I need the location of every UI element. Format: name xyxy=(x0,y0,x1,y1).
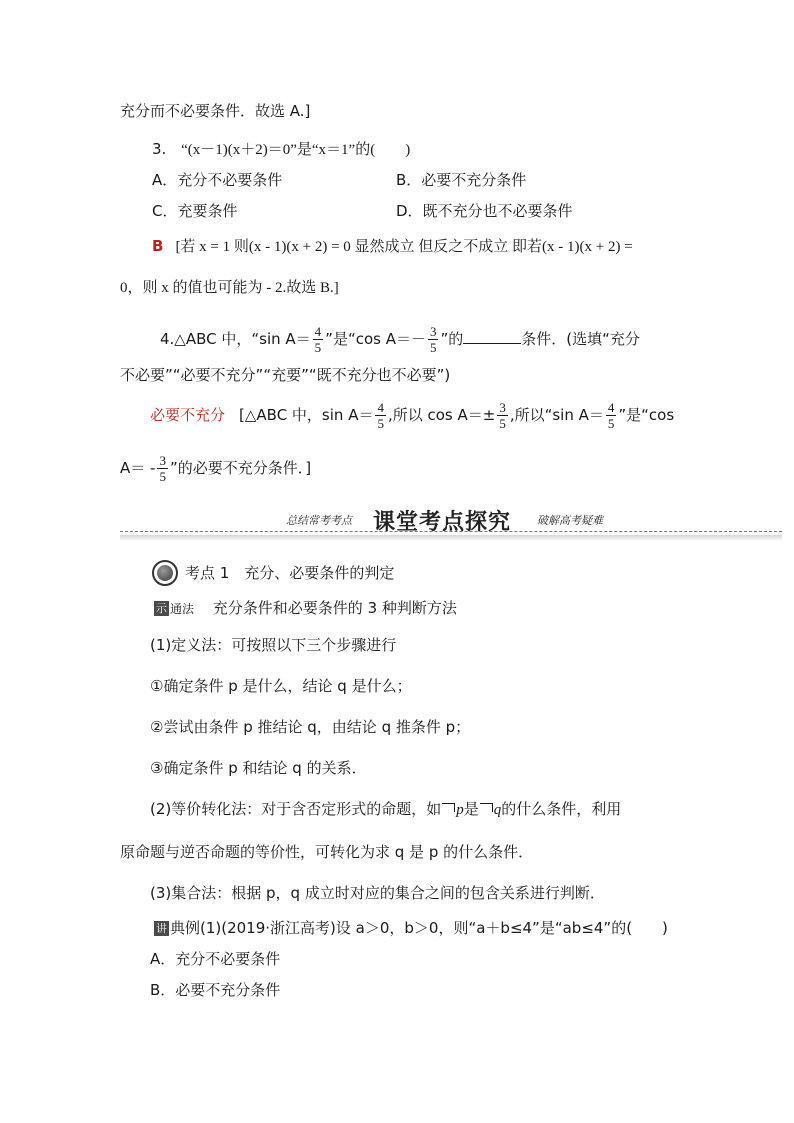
method-1-step-1: ①确定条件 p 是什么，结论 q 是什么； xyxy=(150,677,412,695)
frac-den: 5 xyxy=(499,416,506,431)
q4-prefix: 4.△ABC 中，“sin A＝ xyxy=(160,330,311,348)
banner-title: 课堂考点探究 xyxy=(373,510,512,535)
section-banner xyxy=(120,505,782,537)
fraction-4-5 xyxy=(313,324,324,355)
frac-den: 5 xyxy=(314,340,322,355)
frac-num: 3 xyxy=(499,400,506,415)
banner-left-text: 总结常考考点 xyxy=(286,514,352,527)
question-4-line-2: 不必要”“必要不充分”“充要”“既不充分也不必要”) xyxy=(120,366,451,384)
explanation-line-2: 0，则 x 的值也可能为 - 2.故选 B.] xyxy=(120,280,339,296)
option-b: B．必要不充分条件 xyxy=(396,171,527,189)
option-d: D．既不充分也不必要条件 xyxy=(396,202,573,220)
method-tag-icon: 示 xyxy=(156,602,167,615)
frac-den: 5 xyxy=(377,416,384,431)
frac-num: 4 xyxy=(377,400,384,415)
fraction-3-5 xyxy=(157,453,168,484)
method-1-step-2: ②尝试由条件 p 推结论 q，由结论 q 推条件 p； xyxy=(150,718,471,736)
question-4-explanation-2 xyxy=(120,450,311,486)
frac-num: 3 xyxy=(159,453,166,468)
question-3-explanation xyxy=(152,236,633,257)
q4-after-blank: 条件．(选填“充分 xyxy=(521,330,640,348)
question-4-explanation xyxy=(150,397,674,433)
method-title: 充分条件和必要条件的 3 种判断方法 xyxy=(212,599,457,617)
fraction-3-5 xyxy=(428,324,439,355)
exp-d: ”是“cos xyxy=(618,406,675,424)
method-3: (3)集合法：根据 p，q 成立时对应的集合之间的包含关系进行判断． xyxy=(150,884,605,902)
question-number: 3. xyxy=(152,140,167,158)
topic-bullet-icon xyxy=(152,560,178,586)
example-text: 典例(1)(2019·浙江高考)设 a＞0，b＞0，则“a＋b≤4”是“ab≤4”的( ) xyxy=(170,919,668,937)
answer-label: 必要不充分 xyxy=(150,406,226,424)
frac-den: 5 xyxy=(159,469,166,484)
not-symbol-icon xyxy=(480,803,493,812)
frac-num: 3 xyxy=(429,324,437,339)
answer-blank[interactable] xyxy=(463,329,521,344)
method-1-step-3: ③确定条件 p 和结论 q 的关系． xyxy=(150,759,367,777)
q4-mid: ”是“cos A＝－ xyxy=(325,330,426,348)
method-2-text-c: 的什么条件，利用 xyxy=(501,800,622,818)
exp-b: ,所以 cos A＝± xyxy=(387,406,496,424)
frac-num: 4 xyxy=(314,324,322,339)
example-option-b: B．必要不充分条件 xyxy=(150,981,281,999)
example-tag-icon: 讲 xyxy=(156,922,167,935)
frac-den: 5 xyxy=(607,416,615,431)
var-q: q xyxy=(493,802,502,818)
option-c: C．充要条件 xyxy=(152,202,238,220)
banner-shadow xyxy=(120,535,782,540)
fraction-4-5 xyxy=(375,400,386,431)
frac-den: 5 xyxy=(429,340,437,355)
exp2-a: A＝ - xyxy=(120,459,156,477)
exp2-b: ”的必要不充分条件．] xyxy=(169,459,312,477)
banner-divider xyxy=(120,531,782,532)
not-symbol-icon xyxy=(442,803,455,812)
method-2-text-b: 是 xyxy=(463,800,479,818)
example-row xyxy=(154,918,668,938)
method-2-text-a: (2)等价转化法：对于含否定形式的命题，如 xyxy=(150,800,442,818)
exp-a: [△ABC 中，sin A＝ xyxy=(239,406,374,424)
topic-heading: 考点 1 充分、必要条件的判定 xyxy=(185,564,395,582)
frac-num: 4 xyxy=(607,400,615,415)
answer-label: B xyxy=(152,237,164,255)
method-tag-label: 通法 xyxy=(170,602,195,616)
method-2 xyxy=(150,799,621,820)
option-a: A．充分不必要条件 xyxy=(152,171,283,189)
question-3-text: “(x－1)(x＋2)＝0”是“x＝1”的( ) xyxy=(181,142,411,158)
var-p: p xyxy=(456,802,464,818)
prev-answer-tail: 充分而不必要条件．故选 A.] xyxy=(120,102,311,120)
method-title-row xyxy=(154,598,457,619)
fraction-4-5 xyxy=(606,400,617,431)
method-1: (1)定义法：可按照以下三个步骤进行 xyxy=(150,636,397,654)
question-4-stem xyxy=(160,322,640,356)
example-option-a: A．充分不必要条件 xyxy=(150,950,281,968)
banner-right-text: 破解高考疑难 xyxy=(537,514,603,527)
exp-c: ,所以“sin A＝ xyxy=(509,406,604,424)
q4-suffix: ”的 xyxy=(440,330,464,348)
fraction-3-5 xyxy=(497,400,508,431)
method-2-line-2: 原命题与逆否命题的等价性，可转化为求 q 是 p 的什么条件． xyxy=(120,843,534,861)
explanation-line-1: [若 x = 1 则(x - 1)(x + 2) = 0 显然成立 但反之不成立 即若(x - 1)(x + 2) = xyxy=(175,239,633,255)
question-3-stem xyxy=(152,139,410,160)
